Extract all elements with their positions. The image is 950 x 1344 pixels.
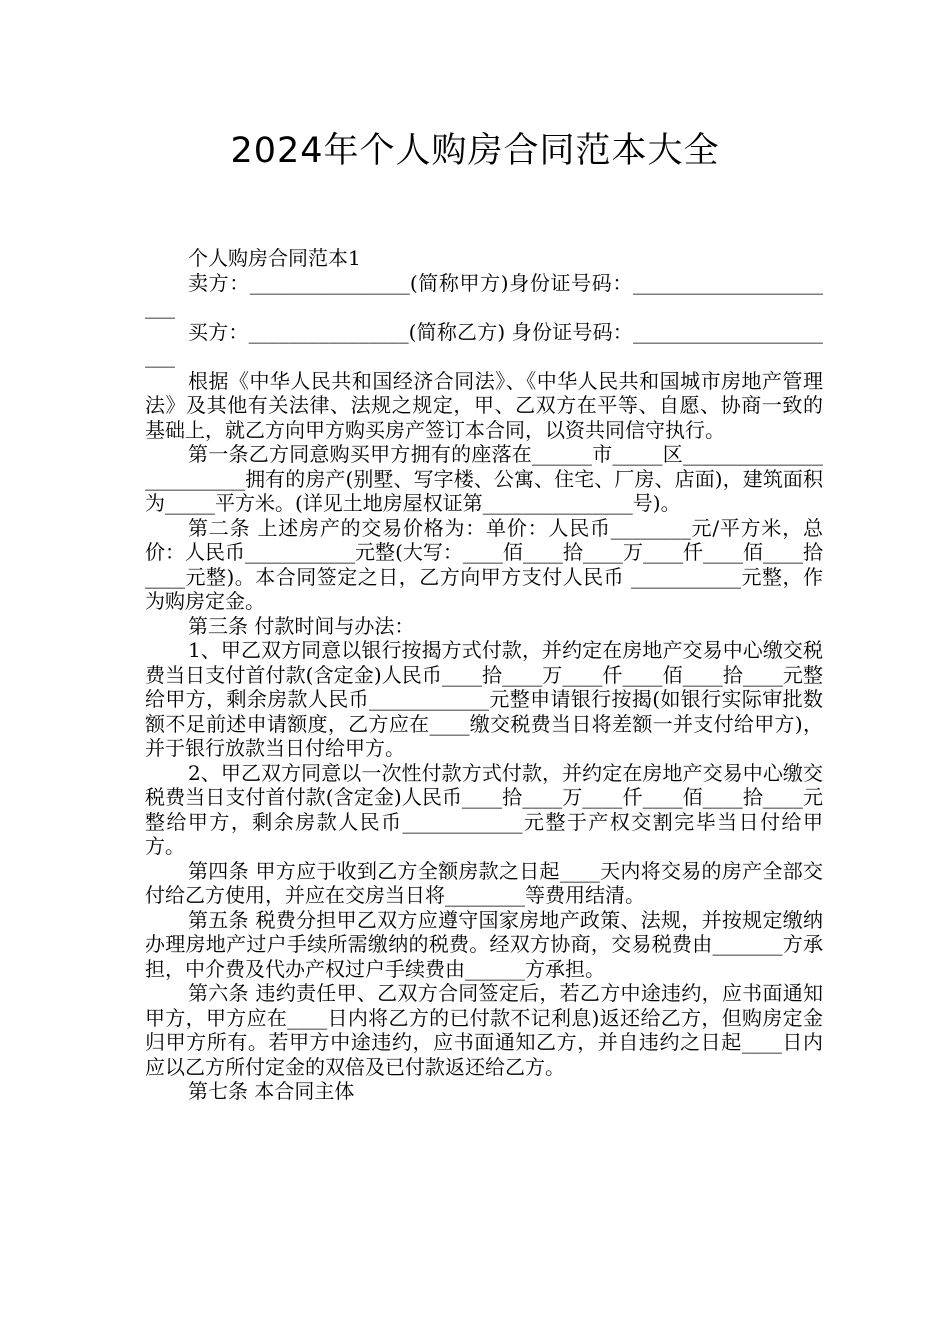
document-title: 2024年个人购房合同范本大全 [230,131,720,171]
preamble-paragraph: 根据《中华人民共和国经济合同法》、《中华人民共和国城市房地产管理法》及其他有关法律、法规之规定，甲、乙双方在平等、自愿、协商一致的基础上，就乙方向甲方购买房产签订本合同，以资共同信守执行。 [145,368,823,442]
article-7: 第七条 本合同主体 [188,1079,355,1103]
buyer-line: 买方：________________(简称乙方) 身份证号码：______________________ [145,319,823,368]
article-6: 第六条 违约责任甲、乙双方合同签定后，若乙方中途违约，应书面通知甲方，甲方应在____日内将乙方的已付款不记利息)返还给乙方，但购房定金归甲方所有。若甲方中途违约，应书面通知乙方，并自违约之日起____日内应以乙方所付定金的双倍及已付款返还给乙方。 [145,981,823,1079]
article-1: 第一条乙方同意购买甲方拥有的座落在______市_____区________________________拥有的房产(别墅、写字楼、公寓、住宅、厂房、店面)，建筑面积为_____平方米。(详见土地房屋权证第_______________号)。 [145,442,823,515]
seller-line: 卖方：________________(简称甲方)身份证号码：______________________ [145,270,823,319]
article-4: 第四条 甲方应于收到乙方全额房款之日起____天内将交易的房产全部交付给乙方使用，并应在交房当日将________等费用结清。 [145,858,823,907]
article-3-item-1: 1、甲乙双方同意以银行按揭方式付款，并约定在房地产交易中心缴交税费当日支付首付款(含定金)人民币____拾____万____仟____佰____拾____元整给甲方，剩余房款人民币____________元整申请银行按揭(如银行实际审批数额不足前述申请额度，乙方应在____缴交税费当日将差额一并支付给甲方)，并于银行放款当日付给甲方。 [145,638,823,760]
article-2: 第二条 上述房产的交易价格为：单价：人民币________元/平方米，总价：人民币___________元整(大写：____佰____拾____万____仟____佰____拾____元整)。本合同签定之日，乙方向甲方支付人民币 ___________元整，作为购房定金。 [145,515,823,613]
contract-body [145,246,823,1104]
contract-heading: 个人购房合同范本1 [188,246,361,270]
article-3-heading: 第三条 付款时间与办法： [188,613,415,638]
article-5: 第五条 税费分担甲乙双方应遵守国家房地产政策、法规，并按规定缴纳办理房地产过户手续所需缴纳的税费。经双方协商，交易税费由_______方承担，中介费及代办产权过户手续费由______方承担。 [145,907,823,981]
article-3-item-2: 2、甲乙双方同意以一次性付款方式付款，并约定在房地产交易中心缴交税费当日支付首付款(含定金)人民币____拾____万____仟____佰____拾____元整给甲方，剩余房款人民币____________元整于产权交割完毕当日付给甲方。 [145,760,823,858]
